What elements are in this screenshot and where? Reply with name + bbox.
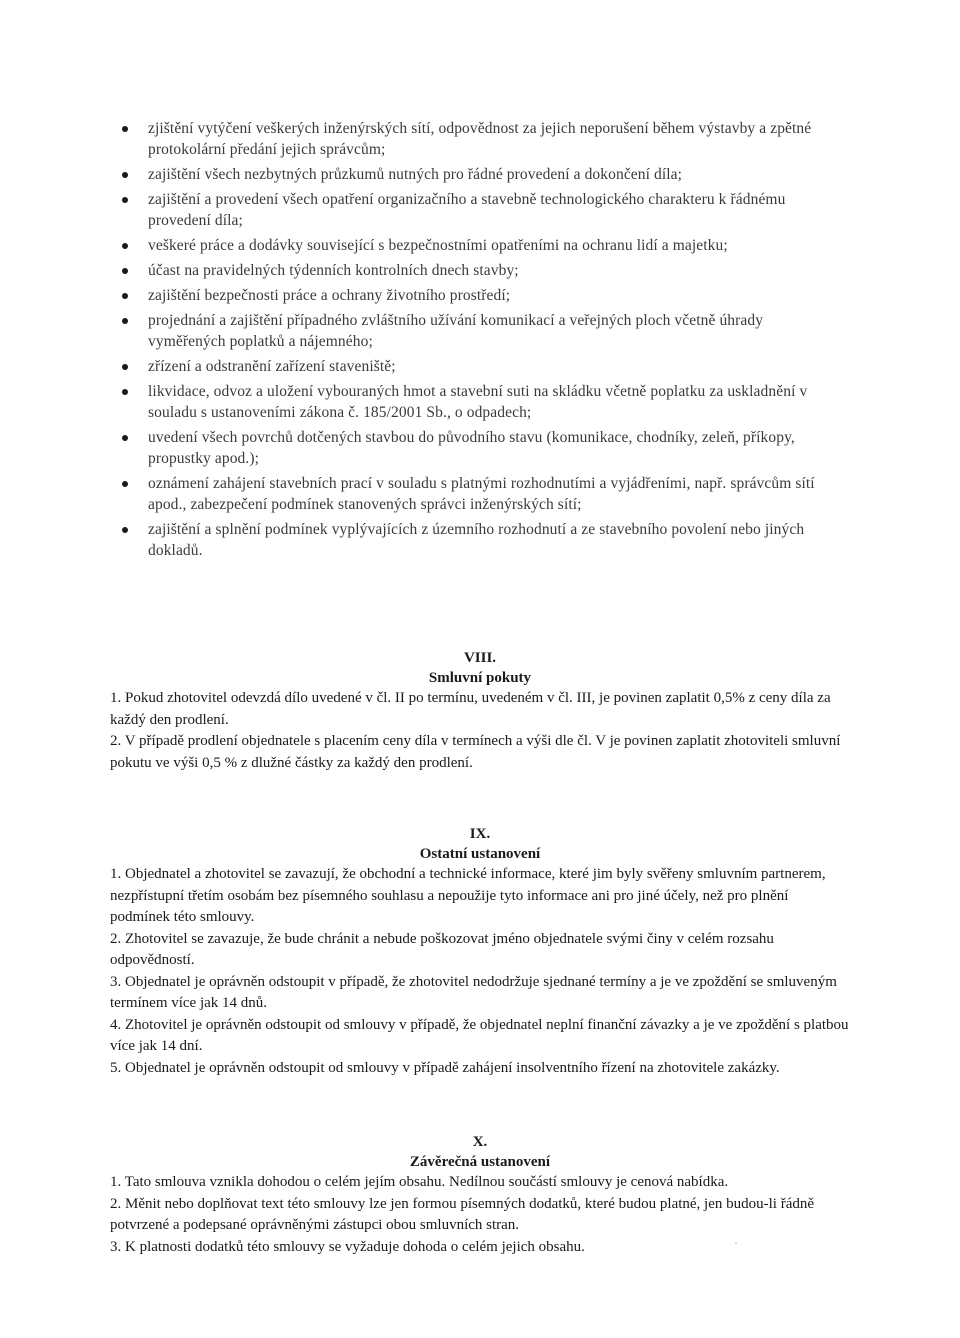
list-item-text: oznámení zahájení stavebních prací v souladu s platnými rozhodnutími a vyjádřeními, např. správcům sítí apod., zabezpečení podmínek stanovených správci inženýrských sítí; <box>148 475 815 513</box>
bullet-icon <box>122 389 128 395</box>
bullet-icon <box>122 126 128 132</box>
bullet-icon <box>122 364 128 370</box>
list-item <box>118 519 844 561</box>
section-zaverecna-ustanoveni <box>110 1132 850 1258</box>
bullet-icon <box>122 268 128 274</box>
list-item <box>118 164 844 185</box>
list-item-text: zajištění a provedení všech opatření organizačního a stavebně technologického charakteru k řádnému provedení díla; <box>148 191 786 229</box>
list-item-text: uvedení všech povrchů dotčených stavbou do původního stavu (komunikace, chodníky, zeleň, příkopy, propustky apod.); <box>148 429 795 467</box>
list-item <box>118 260 844 281</box>
list-item-text: účast na pravidelných týdenních kontrolních dnech stavby; <box>148 262 519 279</box>
obligations-list <box>118 118 844 565</box>
list-item-text: likvidace, odvoz a uložení vybouraných hmot a stavební suti na skládku včetně poplatku za uskladnění v souladu s ustanoveními zákona č. 185/2001 Sb., o odpadech; <box>148 383 808 421</box>
paragraph: 1. Tato smlouva vznikla dohodou o celém jejím obsahu. Nedílnou součástí smlouvy je cenová nabídka. <box>110 1174 729 1190</box>
paragraph: 2. Zhotovitel se zavazuje, že bude chránit a nebude poškozovat jméno objednatele svými činy v celém rozsahu odpovědností. <box>110 930 774 968</box>
list-item-text: zajištění bezpečnosti práce a ochrany životního prostředí; <box>148 287 511 304</box>
bullet-icon <box>122 172 128 178</box>
paragraph: 1. Pokud zhotovitel odevzdá dílo uvedené v čl. II po termínu, uvedeném v čl. III, je povinen zaplatit 0,5% z ceny díla za každý den prodlení. <box>110 690 831 728</box>
list-item <box>118 381 844 423</box>
paragraph: 3. Objednatel je oprávněn odstoupit v případě, že zhotovitel nedodržuje sjednané termíny a je ve zpoždění se smluveným termínem více jak 14 dnů. <box>110 973 837 1011</box>
list-item <box>118 473 844 515</box>
list-item <box>118 427 844 469</box>
section-number: IX. <box>469 826 491 842</box>
bullet-icon <box>122 197 128 203</box>
section-smluvni-pokuty <box>110 648 850 774</box>
bullet-icon <box>122 435 128 441</box>
list-item-text: zajištění a splnění podmínek vyplývajících z územního rozhodnutí a ze stavebního povolení nebo jiných dokladů. <box>148 521 805 559</box>
bullet-icon <box>122 527 128 533</box>
list-item-text: zjištění vytýčení veškerých inženýrských sítí, odpovědnost za jejich neporušení během výstavby a zpětné protokolární předání jejich správcům; <box>148 120 812 158</box>
section-title: Závěrečná ustanovení <box>409 1154 551 1170</box>
list-item-text: zřízení a odstranění zařízení staveniště; <box>148 358 396 375</box>
list-item <box>118 189 844 231</box>
list-item <box>118 356 844 377</box>
list-item-text: zajištění všech nezbytných průzkumů nutných pro řádné provedení a dokončení díla; <box>148 166 683 183</box>
section-number: X. <box>472 1134 488 1150</box>
paragraph: 3. K platnosti dodatků této smlouvy se vyžaduje dohoda o celém jejich obsahu. <box>110 1238 585 1255</box>
paragraph: 2. Měnit nebo doplňovat text této smlouvy lze jen formou písemných dodatků, které budou platné, jen budou-li řádně potvrzené a podepsané oprávněnými zástupci obou smluvních stran. <box>110 1195 815 1233</box>
paragraph: 5. Objednatel je oprávněn odstoupit od smlouvy v případě zahájení insolventního řízení na zhotovitele zakázky. <box>110 1059 780 1076</box>
list-item <box>118 285 844 306</box>
list-item <box>118 235 844 256</box>
bullet-icon <box>122 243 128 249</box>
bullet-icon <box>122 293 128 299</box>
section-number: VIII. <box>463 650 497 666</box>
paragraph: 4. Zhotovitel je oprávněn odstoupit od smlouvy v případě, že objednatel neplní finanční závazky a je ve zpoždění s platbou více jak 14 dní. <box>110 1016 849 1054</box>
section-title: Ostatní ustanovení <box>419 846 541 862</box>
list-item-text: projednání a zajištění případného zvláštního užívání komunikací a veřejných ploch včetně úhrady vyměřených poplatků a nájemného; <box>148 312 764 350</box>
section-ostatni-ustanoveni <box>110 824 850 1079</box>
list-item-text: veškeré práce a dodávky související s bezpečnostními opatřeními na ochranu lidí a majetku; <box>148 237 728 254</box>
bullet-icon <box>122 318 128 324</box>
scan-speck-icon: · <box>734 1236 738 1250</box>
paragraph: 1. Objednatel a zhotovitel se zavazují, že obchodní a technické informace, které jim byly svěřeny smluvním partnerem, nezpřístupní třetím osobám bez písemného souhlasu a nepoužije tyto informace ani pro jiné účely, než pro plnění podmínek této smlouvy. <box>110 866 826 925</box>
bullet-icon <box>122 481 128 487</box>
section-title: Smluvní pokuty <box>428 670 532 686</box>
list-item <box>118 118 844 160</box>
paragraph: 2. V případě prodlení objednatele s placením ceny díla v termínech a výši dle čl. V je povinen zaplatit zhotoviteli smluvní pokutu ve výši 0,5 % z dlužné částky za každý den prodlení. <box>110 733 841 771</box>
list-item <box>118 310 844 352</box>
